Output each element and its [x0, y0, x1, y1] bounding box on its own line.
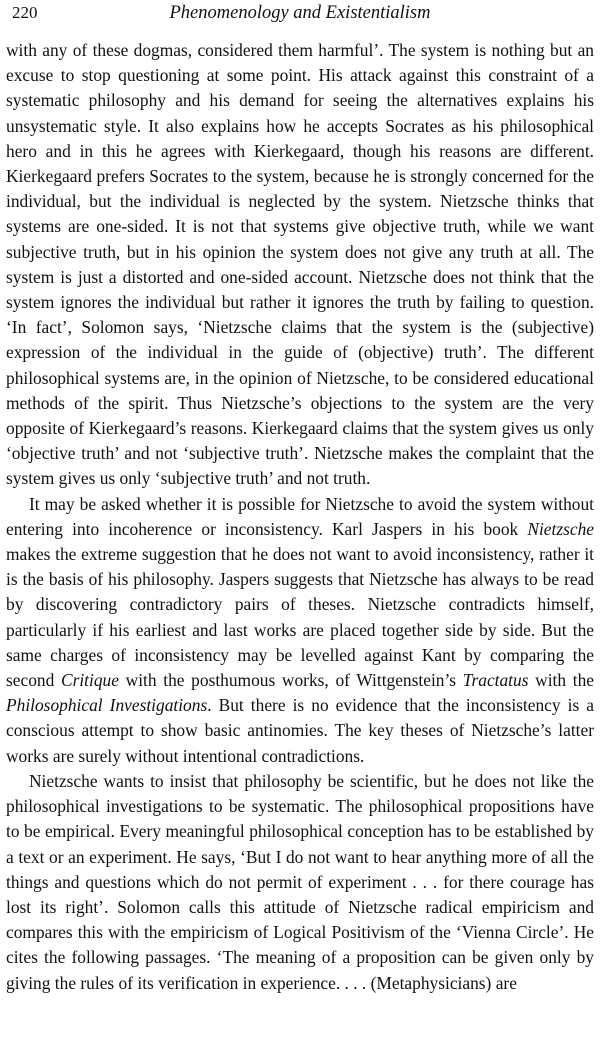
running-title: Phenomenology and Existentialism [169, 3, 431, 23]
italic-title: Nietzsche [527, 518, 594, 539]
page-number: 220 [12, 3, 38, 22]
italic-title: Tractatus [462, 670, 529, 691]
text-run: with the posthumous works, of Wittgenstein’s [118, 670, 463, 691]
text-run: Nietzsche wants to insist that philosophy be scientific, but he does not like the philosophical investigations to be systematic. The philosophical propositions have to be empirical. Every meaningful philosophical conception has to be established by a text or an experiment. He says, ‘But I do not want to hear anything more of all the things and questions which do not permit of experiment . . . for there courage has lost its right’. Solomon calls this attitude of Nietzsche radical empiricism and compares this with the empiricism of Logical Positivism of the ‘Vienna Circle’. He cites the following passages. ‘The meaning of a proposition can be given only by giving the rules of its verification in experience. . . . (Metaphysicians) are [6, 770, 594, 993]
italic-title: Critique [60, 670, 119, 691]
paragraph [6, 38, 594, 492]
text-run: It may be asked whether it is possible for Nietzsche to avoid the system without entering into incoherence or inconsistency. Karl Jaspers in his book [6, 493, 594, 539]
italic-title: Philosophical Investigations [6, 695, 208, 716]
page-header [6, 0, 594, 38]
paragraph [6, 492, 594, 769]
text-run: with the [528, 670, 595, 691]
text-run: with any of these dogmas, considered them harmful’. The system is nothing but an excuse to stop questioning at some point. His attack against this constraint of a systematic philosophy and his demand for seeing the alternatives explains his unsystematic style. It also explains how he accepts Socrates as his philosophical hero and in this he agrees with Kierkegaard, though his reasons are different. Kierkegaard prefers Socrates to the system, because he is strongly concerned for the individual, but the individual is neglected by the system. Nietzsche thinks that systems are one-sided. It is not that systems give objective truth, while we want subjective truth, but in his opinion the system does not give any truth at all. The system is just a distorted and one-sided account. Nietzsche does not think that the system ignores the individual but rather it ignores the truth by failing to question. ‘In fact’, Solomon says, ‘Nietzsche claims that the system is the (subjective) expression of the individual in the guide of (objective) truth’. The different philosophical systems are, in the opinion of Nietzsche, to be considered educational methods of the spirit. Thus Nietzsche’s objections to the system are the very opposite of Kierkegaard’s reasons. Kierkegaard claims that the system gives us only ‘objective truth’ and not ‘subjective truth’. Nietzsche makes the complaint that the system gives us only ‘subjective truth’ and not truth. [6, 40, 594, 489]
body-text [6, 38, 594, 996]
paragraph [6, 769, 594, 996]
text-run: makes the extreme suggestion that he does not want to avoid inconsistency, rather it is the basis of his philosophy. Jaspers suggests that Nietzsche has always to be read by discovering contradictory pairs of theses. Nietzsche contradicts himself, particularly if his earliest and last works are placed together side by side. But the same charges of inconsistency may be levelled against Kant by comparing the second [6, 544, 594, 691]
text-run: . But there is no evidence that the inconsistency is a conscious attempt to show basic antinomies. The key theses of Nietzsche’s latter works are surely without intentional contradictions. [6, 695, 595, 766]
